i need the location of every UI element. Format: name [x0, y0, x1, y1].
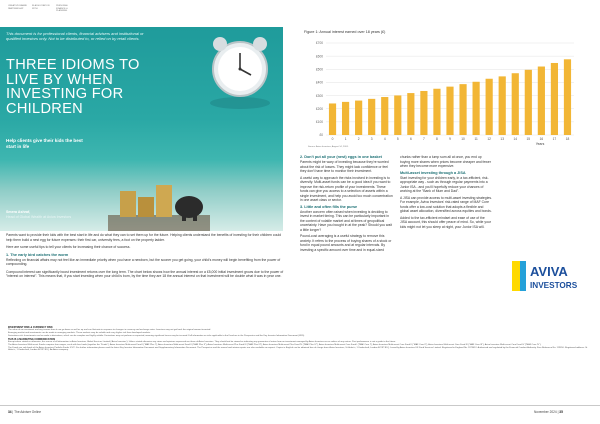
annual-interest-bar-chart	[304, 37, 588, 147]
x-tick-label: 7	[423, 137, 425, 141]
jisa-heading: Multi-asset investing through a JISA	[400, 170, 466, 175]
author-name: Smera Ashraf,	[6, 210, 31, 214]
bar	[551, 63, 558, 135]
masthead	[8, 5, 80, 17]
aviva-investors-logo	[512, 259, 580, 295]
legal-disclaimer	[8, 326, 594, 352]
chart-title: Figure 1: Annual interest earned over 18 years (£)	[304, 30, 386, 34]
bar	[342, 102, 349, 135]
x-tick-label: 13	[500, 137, 504, 141]
chart-source: Source: Aviva Investors, August 14, 2024.	[308, 146, 349, 148]
section-paragraph: chunks rather than a lump sum all at once, you end up buying more shares when prices become cheaper and fewer when they become more expensive.	[400, 155, 491, 168]
legal-text: Emerging market and investments can be made in emerging markets. These markets may be volatile and carry higher risk than developed markets.	[8, 331, 151, 334]
section-paragraph: Parents might be wary of investing because they're worried about the risk of losses. They might lack confidence or feel they don't have time to monitor their investment.	[300, 160, 389, 173]
legal-text: The Aviva Investors Multi-asset Funds comprise four ranges, each with four funds (together the "Funds"): Aviva Investors Multi-asset Fund I ("MAF Plus I"), Aviva Investors Multi-asset Fund II ("MAF Plus II"), Aviva Investors Multi-asset Plus Fund III ("MAF Plus III"), Aviva Investors Multi-asset Plus Fund IV ("MAF Plus IV"), Aviva Investors Multi-asset Core Fund I ("MAF Core I"), Aviva Investors Multi-asset Core Fund II ("MAF Core II"), Aviva Investors Multi-asset Core Fund III ("MAF Core III"), Aviva Investors Multi-asset Core Fund IV ("MAF Core IV").	[8, 343, 542, 346]
professional-disclaimer: This document is for professional clients, financial advisers and institutional or qualified investors only. Not to be distributed to, or relied on by retail clients.	[6, 31, 144, 42]
x-tick-label: 15	[526, 137, 531, 141]
section-paragraph: A useful way to approach the risks involved in investing is to diversify. Multi-asset funds can be a good idea if you want to improve the risk-return profile of your investments. These funds can give you access to a selection of assets within a single investment, and help you avoid too much concentration in one asset class or sector.	[300, 175, 393, 202]
author-role: Head of Global Wealth at Aviva Investors	[6, 214, 72, 219]
x-tick-label: 17	[552, 137, 557, 141]
legal-heading: THIS IS A MARKETING COMMUNICATION	[8, 337, 56, 341]
bar	[433, 89, 440, 135]
bar	[446, 87, 453, 135]
section-paragraph: Added to the tax-efficient mindset and ease of use of the JISA account, this should offer peace of mind. So, while your kids might not let you sleep at night, your Junior ISA will.	[400, 215, 491, 229]
alarm-clock-illustration	[200, 31, 280, 111]
x-tick-label: 6	[409, 137, 412, 141]
bar	[407, 93, 414, 135]
publication-name: The Adviser Online	[14, 410, 42, 414]
bar	[329, 103, 336, 135]
bar	[355, 101, 362, 135]
legal-text: Except where stated as otherwise, the source of all information is Aviva Investors Global Services Limited ('Aviva Investors'). Unless stated otherwise any views and opinions expressed are those of Aviva Investors. They should not be viewed as indicating any guarantee of return from an investment managed by Aviva Investors nor as advice of any nature. Past performance is not a guide to the future.	[8, 340, 396, 343]
y-tick-label: £0	[319, 133, 323, 138]
masthead-item: IN ASSOCIATION WITH	[32, 5, 50, 10]
x-tick-label: 14	[513, 137, 518, 141]
footer-divider	[0, 405, 600, 406]
footer-left: 34 | The Adviser Online	[8, 410, 42, 414]
logo-word-2: INVESTORS	[530, 281, 578, 290]
bar	[564, 59, 571, 135]
x-tick-label: 4	[383, 137, 386, 141]
y-tick-label: £300	[315, 93, 323, 98]
bar	[486, 79, 493, 135]
page-number-right: 35	[559, 410, 563, 414]
intro-paragraph: Here are some useful tips to tell your clients for increasing their chance of success.	[6, 245, 131, 249]
x-tick-label: 1	[344, 137, 347, 141]
x-tick-label: 11	[474, 137, 478, 141]
y-tick-label: £500	[315, 67, 323, 72]
coins-and-piggy-bank-illustration	[90, 177, 210, 231]
bar	[538, 67, 545, 135]
author-block	[6, 210, 176, 220]
article-title: THREE IDIOMS TO LIVE BY WHEN INVESTING FOR CHILDREN	[6, 57, 140, 117]
bar	[499, 76, 506, 135]
section-heading-1: 1. The early bird catches the worm	[6, 252, 69, 257]
section-paragraph: Start investing for your children early, in a tax-efficient, risk-appropriate way - such as through regular payments into a Junior ISA - and you'll hopefully reduce your chances of working at the "Bank of Mum and Dad".	[400, 175, 489, 193]
x-tick-label: 10	[461, 137, 465, 141]
y-tick-label: £100	[315, 120, 323, 125]
legal-heading: INVESTMENT RISK & CURRENCY RISK	[8, 326, 53, 329]
masthead-item: CREATIVE BRAND PARTNERSHIP	[8, 5, 28, 10]
x-tick-label: 5	[396, 137, 399, 141]
section-heading-3: 3. Little and often fills the purse	[300, 204, 358, 209]
issue-date: November 2024	[534, 410, 557, 414]
legal-text: The Funds are sub-funds of the Aviva Investors Portfolio Funds ICVC. For further information please read the latest Key Investor Information Document and Supplementary Information Document. The Prospectus and the annual and interim reports are also available on request. Copies in English can be obtained free of charge from: Aviva Investors, St Helen's, 1 Undershaft, London EC3P 3DQ. Issued by Aviva Investors UK Fund Services Limited. Registered in England No. 1973412. Authorised and regulated by the Financial Conduct Authority. Firm Reference No. 119310. Registered address: St Helen's, 1 Undershaft, London EC3P 3DQ. An Aviva company.	[8, 346, 588, 352]
masthead-item: PERSONAL FINANCE & PLANNING	[56, 5, 68, 13]
y-tick-label: £600	[315, 54, 323, 59]
hero-panel	[0, 27, 283, 231]
article-column-2	[300, 155, 394, 252]
section-paragraph: Compound interest can significantly boost investment returns over the long term. The chart below shows how the annual interest on a £5,000 initial investment grows due to the power of "interest on interest". This means that, if you start investing when your child is born, by the time they are 18 the annual interest on that investment will be double what it was in year one.	[6, 269, 284, 278]
x-tick-label: 9	[449, 137, 451, 141]
x-axis-label: Years	[535, 142, 545, 146]
x-tick-label: 18	[565, 137, 570, 141]
y-tick-label: £200	[315, 106, 323, 111]
intro-column	[6, 233, 286, 279]
section-paragraph: Another concern often raised when investing is deciding to invest in market timing. This can be particularly important in the context of volatile market and at times of geopolitical uncertainty. Have you bought in at the peak? Should you wait a little longer?	[300, 209, 392, 232]
section-paragraph: Pound-cost averaging is a useful strategy to remove this anxiety. It refers to the process of buying shares of a stock or fund in equal pound amounts and at regular intervals. By investing a specific amount over time and in equal-sized	[300, 234, 392, 252]
x-tick-label: 8	[436, 137, 438, 141]
page-number-left: 34	[8, 410, 12, 414]
y-tick-label: £700	[315, 41, 323, 46]
x-tick-label: 2	[357, 137, 360, 141]
x-tick-label: 0	[331, 137, 334, 141]
x-tick-label: 16	[539, 137, 544, 141]
bar	[420, 91, 427, 135]
bar	[381, 97, 388, 135]
aviva-logo-icon	[512, 259, 580, 295]
bar	[394, 95, 401, 135]
legal-text: The value of an investment and any income from it can go down as well as up and can fluctuate in response to changes in currency and exchange rates. Investors may not get back the original amount invested.	[8, 329, 211, 331]
bar	[525, 70, 532, 135]
logo-word-1: AVIVA	[530, 264, 568, 279]
section-paragraph: A JISA can provide access to multi-asset investing strategies. For example, Aviva Investors' risk-rated range of MAF Core funds offer a low-cost solution that adopts a flexible and global asset allocation, diversified across equities and bonds.	[400, 195, 492, 213]
bar	[512, 73, 519, 135]
bar	[459, 84, 466, 135]
article-subtitle: Help clients give their kids the best start in life	[6, 138, 83, 149]
legal-text: Derivatives risk: Investments can be made in derivatives, which can be complex and highly volatile. Derivatives may not perform as expected, meaning significant losses may be incurred. Full information on risks applicable to the Fund are in the Prospectus and the Key Investor Information Document (KIID).	[8, 334, 305, 337]
bar	[368, 99, 375, 135]
x-tick-label: 3	[370, 137, 373, 141]
y-tick-label: £400	[315, 80, 323, 85]
section-heading-2: 2. Don't put all your (nest) eggs in one basket	[300, 155, 382, 159]
bar	[473, 82, 480, 135]
intro-paragraph: Parents want to provide their kids with the best start in life and do what they can to set them up for the future. Helping clients understand the benefits of investing for their children could help them build a nest egg for future expenses: their first car, university fees, a foot on the property ladder.	[6, 233, 281, 242]
section-paragraph: Reflecting on financial affairs may not feel like an immediate priority when you have a newborn, but the sooner you get going, your child's money will begin benefiting from the power of compounding.	[6, 257, 281, 266]
x-tick-label: 12	[487, 137, 491, 141]
article-column-3	[400, 155, 492, 229]
footer-right: November 2024 | 35	[534, 410, 563, 414]
